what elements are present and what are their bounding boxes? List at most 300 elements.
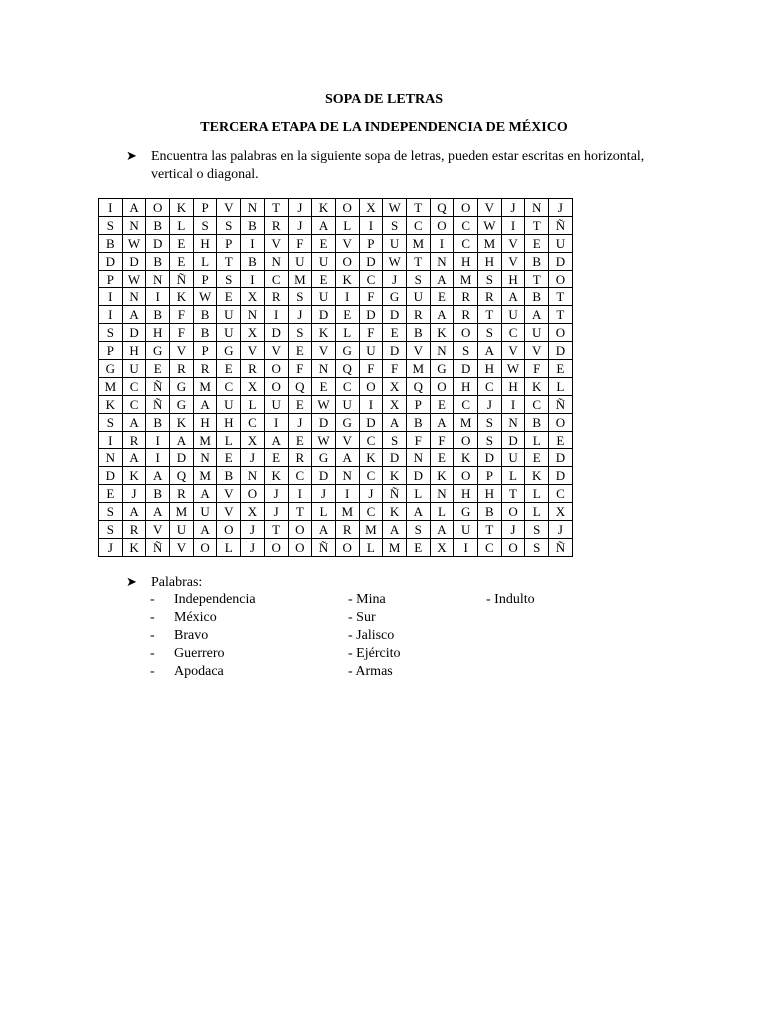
grid-cell: J <box>383 270 407 288</box>
grid-cell: H <box>217 413 241 431</box>
grid-cell: U <box>170 521 194 539</box>
grid-cell: L <box>335 324 359 342</box>
grid-cell: S <box>288 288 312 306</box>
grid-cell: Ñ <box>312 538 336 556</box>
word-item <box>150 627 256 645</box>
grid-cell: S <box>99 413 123 431</box>
grid-cell: S <box>478 324 502 342</box>
grid-cell: Ñ <box>549 538 573 556</box>
grid-cell: G <box>217 342 241 360</box>
grid-cell: S <box>525 521 549 539</box>
grid-cell: J <box>478 395 502 413</box>
grid-cell: L <box>430 503 454 521</box>
grid-row <box>99 234 573 252</box>
grid-cell: C <box>217 377 241 395</box>
grid-cell: G <box>335 342 359 360</box>
grid-cell: E <box>430 395 454 413</box>
grid-cell: R <box>264 288 288 306</box>
grid-cell: E <box>288 342 312 360</box>
grid-cell: I <box>264 413 288 431</box>
grid-cell: D <box>122 252 146 270</box>
grid-cell: M <box>406 234 430 252</box>
grid-row <box>99 467 573 485</box>
grid-cell: R <box>454 288 478 306</box>
grid-cell: E <box>525 449 549 467</box>
grid-cell: L <box>525 431 549 449</box>
grid-cell: Q <box>170 467 194 485</box>
grid-cell: V <box>146 521 170 539</box>
grid-cell: Q <box>335 360 359 378</box>
grid-cell: U <box>122 360 146 378</box>
grid-cell: X <box>430 538 454 556</box>
grid-cell: I <box>99 306 123 324</box>
grid-cell: V <box>241 342 265 360</box>
grid-cell: A <box>146 467 170 485</box>
grid-cell: F <box>359 324 383 342</box>
grid-cell: P <box>478 467 502 485</box>
grid-cell: L <box>217 538 241 556</box>
grid-cell: P <box>193 270 217 288</box>
grid-cell: R <box>170 485 194 503</box>
grid-cell: C <box>454 216 478 234</box>
grid-cell: L <box>335 216 359 234</box>
grid-cell: R <box>406 306 430 324</box>
grid-cell: Ñ <box>146 538 170 556</box>
grid-cell: A <box>264 431 288 449</box>
grid-cell: W <box>193 288 217 306</box>
grid-cell: A <box>122 306 146 324</box>
arrow-bullet-icon: ➤ <box>126 574 137 589</box>
grid-cell: R <box>241 360 265 378</box>
word-label: Independencia <box>174 592 256 607</box>
dash-marker: - <box>348 628 353 643</box>
grid-cell: T <box>549 288 573 306</box>
grid-cell: U <box>335 395 359 413</box>
grid-cell: G <box>383 288 407 306</box>
grid-row <box>99 485 573 503</box>
grid-cell: N <box>146 270 170 288</box>
grid-cell: T <box>406 199 430 217</box>
grid-cell: A <box>383 521 407 539</box>
grid-cell: S <box>288 324 312 342</box>
grid-cell: Ñ <box>383 485 407 503</box>
dash-marker: - <box>348 646 353 661</box>
grid-cell: U <box>525 324 549 342</box>
grid-cell: N <box>335 467 359 485</box>
grid-cell: N <box>264 252 288 270</box>
word-list-column-1 <box>150 591 256 681</box>
grid-cell: S <box>217 270 241 288</box>
grid-cell: J <box>264 485 288 503</box>
grid-cell: J <box>264 503 288 521</box>
grid-cell: H <box>454 485 478 503</box>
grid-cell: M <box>193 467 217 485</box>
grid-cell: F <box>170 324 194 342</box>
grid-cell: B <box>146 252 170 270</box>
instruction-text: Encuentra las palabras en la siguiente sopa de letras, pueden estar escritas en horizontal, vertical o diagonal. <box>151 149 645 182</box>
grid-cell: O <box>335 199 359 217</box>
grid-cell: M <box>193 431 217 449</box>
grid-cell: A <box>122 503 146 521</box>
grid-cell: I <box>501 216 525 234</box>
grid-cell: Q <box>430 199 454 217</box>
grid-cell: T <box>478 521 502 539</box>
grid-cell: H <box>454 377 478 395</box>
grid-cell: G <box>454 503 478 521</box>
grid-cell: I <box>146 431 170 449</box>
grid-cell: V <box>170 342 194 360</box>
grid-row <box>99 431 573 449</box>
grid-cell: W <box>312 395 336 413</box>
grid-cell: M <box>170 503 194 521</box>
grid-cell: V <box>335 234 359 252</box>
grid-cell: M <box>359 521 383 539</box>
grid-cell: L <box>501 467 525 485</box>
grid-cell: H <box>501 377 525 395</box>
grid-cell: D <box>549 252 573 270</box>
grid-cell: I <box>359 395 383 413</box>
grid-cell: T <box>525 270 549 288</box>
grid-cell: O <box>264 377 288 395</box>
grid-row <box>99 413 573 431</box>
grid-cell: T <box>264 199 288 217</box>
grid-cell: D <box>549 449 573 467</box>
grid-cell: U <box>217 324 241 342</box>
grid-cell: J <box>288 216 312 234</box>
word-label: Bravo <box>174 628 209 643</box>
grid-cell: N <box>241 306 265 324</box>
grid-cell: E <box>288 395 312 413</box>
grid-cell: L <box>193 252 217 270</box>
grid-cell: W <box>383 199 407 217</box>
grid-cell: G <box>430 360 454 378</box>
grid-cell: H <box>454 252 478 270</box>
grid-cell: U <box>217 395 241 413</box>
grid-cell: I <box>454 538 478 556</box>
grid-cell: V <box>264 234 288 252</box>
grid-cell: X <box>241 377 265 395</box>
grid-cell: L <box>217 431 241 449</box>
grid-cell: E <box>264 449 288 467</box>
grid-cell: O <box>501 538 525 556</box>
grid-row <box>99 342 573 360</box>
grid-cell: I <box>241 234 265 252</box>
grid-cell: A <box>478 342 502 360</box>
grid-cell: D <box>99 252 123 270</box>
grid-cell: O <box>335 538 359 556</box>
grid-cell: O <box>288 538 312 556</box>
grid-cell: S <box>478 431 502 449</box>
word-item <box>348 627 400 645</box>
grid-cell: J <box>501 521 525 539</box>
grid-cell: I <box>288 485 312 503</box>
grid-cell: J <box>288 199 312 217</box>
grid-cell: N <box>430 342 454 360</box>
grid-cell: S <box>383 431 407 449</box>
grid-cell: B <box>525 252 549 270</box>
grid-cell: V <box>501 252 525 270</box>
grid-cell: E <box>430 449 454 467</box>
grid-cell: E <box>312 270 336 288</box>
grid-cell: Q <box>406 377 430 395</box>
grid-cell: A <box>335 449 359 467</box>
grid-cell: D <box>264 324 288 342</box>
grid-cell: W <box>122 234 146 252</box>
grid-row <box>99 360 573 378</box>
grid-cell: V <box>264 342 288 360</box>
grid-cell: D <box>549 342 573 360</box>
grid-cell: L <box>312 503 336 521</box>
grid-cell: R <box>335 521 359 539</box>
grid-cell: W <box>501 360 525 378</box>
grid-cell: O <box>241 485 265 503</box>
grid-cell: D <box>383 342 407 360</box>
grid-cell: C <box>359 431 383 449</box>
grid-cell: E <box>146 360 170 378</box>
grid-cell: N <box>241 467 265 485</box>
grid-cell: C <box>122 377 146 395</box>
grid-cell: O <box>217 521 241 539</box>
grid-cell: L <box>525 503 549 521</box>
grid-cell: R <box>478 288 502 306</box>
grid-cell: O <box>454 199 478 217</box>
grid-cell: D <box>383 306 407 324</box>
grid-cell: D <box>312 467 336 485</box>
grid-cell: B <box>193 324 217 342</box>
grid-cell: S <box>99 324 123 342</box>
grid-cell: E <box>170 234 194 252</box>
grid-cell: W <box>478 216 502 234</box>
grid-cell: B <box>146 485 170 503</box>
grid-cell: J <box>122 485 146 503</box>
grid-cell: I <box>146 449 170 467</box>
grid-cell: K <box>170 199 194 217</box>
grid-cell: U <box>312 252 336 270</box>
grid-cell: U <box>359 342 383 360</box>
grid-cell: O <box>549 270 573 288</box>
grid-cell: S <box>406 521 430 539</box>
grid-cell: R <box>264 216 288 234</box>
page-title: SOPA DE LETRAS <box>325 92 443 107</box>
grid-cell: U <box>406 288 430 306</box>
grid-cell: E <box>383 324 407 342</box>
word-list-column-2 <box>348 591 400 681</box>
dash-marker: - <box>150 646 155 661</box>
grid-cell: V <box>525 342 549 360</box>
grid-cell: L <box>406 485 430 503</box>
grid-cell: C <box>454 234 478 252</box>
grid-cell: J <box>288 306 312 324</box>
grid-cell: J <box>99 538 123 556</box>
grid-cell: A <box>122 449 146 467</box>
grid-cell: K <box>170 288 194 306</box>
grid-cell: C <box>359 467 383 485</box>
grid-cell: I <box>335 288 359 306</box>
grid-cell: T <box>217 252 241 270</box>
grid-cell: R <box>288 449 312 467</box>
grid-cell: C <box>359 270 383 288</box>
grid-cell: I <box>99 431 123 449</box>
grid-cell: C <box>478 538 502 556</box>
dash-marker: - <box>348 664 353 679</box>
grid-cell: A <box>430 521 454 539</box>
grid-cell: S <box>99 503 123 521</box>
grid-cell: O <box>549 324 573 342</box>
grid-cell: O <box>549 413 573 431</box>
grid-row <box>99 538 573 556</box>
grid-cell: G <box>170 377 194 395</box>
grid-cell: D <box>170 449 194 467</box>
grid-row <box>99 199 573 217</box>
grid-cell: O <box>146 199 170 217</box>
grid-cell: P <box>193 342 217 360</box>
grid-cell: B <box>99 234 123 252</box>
grid-cell: E <box>430 288 454 306</box>
grid-cell: V <box>217 485 241 503</box>
grid-cell: Q <box>288 377 312 395</box>
grid-cell: C <box>122 395 146 413</box>
word-label: Armas <box>355 664 393 679</box>
grid-cell: A <box>122 413 146 431</box>
grid-cell: J <box>359 485 383 503</box>
grid-cell: V <box>335 431 359 449</box>
grid-cell: S <box>525 538 549 556</box>
grid-row <box>99 324 573 342</box>
grid-cell: S <box>193 216 217 234</box>
grid-cell: I <box>99 199 123 217</box>
grid-cell: F <box>525 360 549 378</box>
grid-row <box>99 288 573 306</box>
grid-cell: M <box>454 270 478 288</box>
grid-cell: W <box>312 431 336 449</box>
grid-cell: K <box>430 324 454 342</box>
grid-cell: V <box>501 234 525 252</box>
grid-cell: J <box>549 521 573 539</box>
grid-cell: I <box>99 288 123 306</box>
grid-cell: D <box>359 306 383 324</box>
grid-cell: D <box>383 449 407 467</box>
grid-cell: O <box>454 324 478 342</box>
grid-cell: Ñ <box>549 216 573 234</box>
grid-cell: K <box>99 395 123 413</box>
grid-cell: B <box>241 252 265 270</box>
grid-cell: T <box>549 306 573 324</box>
dash-marker: - <box>150 610 155 625</box>
grid-cell: O <box>501 503 525 521</box>
grid-cell: S <box>217 216 241 234</box>
grid-cell: Ñ <box>146 395 170 413</box>
grid-cell: O <box>454 431 478 449</box>
grid-cell: X <box>549 503 573 521</box>
word-label: Jalisco <box>356 628 395 643</box>
grid-cell: W <box>122 270 146 288</box>
grid-cell: B <box>217 467 241 485</box>
grid-cell: C <box>406 216 430 234</box>
grid-cell: S <box>406 270 430 288</box>
grid-cell: J <box>288 413 312 431</box>
grid-cell: X <box>241 324 265 342</box>
dash-marker: - <box>348 610 353 625</box>
grid-cell: F <box>359 360 383 378</box>
grid-cell: D <box>312 413 336 431</box>
grid-cell: H <box>146 324 170 342</box>
grid-cell: H <box>478 252 502 270</box>
grid-cell: G <box>170 395 194 413</box>
grid-cell: Ñ <box>146 377 170 395</box>
grid-cell: H <box>501 270 525 288</box>
grid-cell: V <box>406 342 430 360</box>
grid-cell: E <box>312 377 336 395</box>
grid-row <box>99 503 573 521</box>
grid-cell: F <box>288 360 312 378</box>
grid-cell: N <box>525 199 549 217</box>
grid-cell: M <box>454 413 478 431</box>
grid-cell: T <box>406 252 430 270</box>
grid-row <box>99 521 573 539</box>
grid-cell: F <box>406 431 430 449</box>
grid-cell: C <box>454 395 478 413</box>
grid-cell: A <box>312 521 336 539</box>
grid-cell: O <box>335 252 359 270</box>
grid-cell: E <box>99 485 123 503</box>
grid-row <box>99 395 573 413</box>
grid-cell: U <box>501 449 525 467</box>
grid-cell: E <box>217 360 241 378</box>
grid-cell: P <box>99 342 123 360</box>
grid-cell: O <box>264 360 288 378</box>
grid-cell: H <box>193 413 217 431</box>
grid-cell: G <box>312 449 336 467</box>
grid-cell: M <box>288 270 312 288</box>
grid-cell: H <box>478 485 502 503</box>
grid-cell: Ñ <box>549 395 573 413</box>
word-item <box>348 645 400 663</box>
grid-row <box>99 306 573 324</box>
grid-cell: U <box>549 234 573 252</box>
arrow-bullet-icon: ➤ <box>126 148 137 163</box>
grid-cell: J <box>241 521 265 539</box>
grid-cell: F <box>288 234 312 252</box>
grid-cell: C <box>478 377 502 395</box>
grid-cell: E <box>288 431 312 449</box>
grid-cell: D <box>454 360 478 378</box>
grid-cell: P <box>217 234 241 252</box>
grid-cell: F <box>170 306 194 324</box>
grid-cell: E <box>217 449 241 467</box>
grid-cell: N <box>99 449 123 467</box>
grid-cell: A <box>406 503 430 521</box>
grid-cell: T <box>478 306 502 324</box>
words-label: Palabras: <box>151 575 203 590</box>
word-item <box>150 663 256 681</box>
grid-cell: S <box>478 270 502 288</box>
grid-row <box>99 216 573 234</box>
word-item <box>150 645 256 663</box>
grid-cell: M <box>335 503 359 521</box>
grid-cell: A <box>122 199 146 217</box>
grid-cell: A <box>170 431 194 449</box>
grid-cell: A <box>430 306 454 324</box>
grid-cell: M <box>406 360 430 378</box>
grid-cell: U <box>501 306 525 324</box>
word-item <box>348 663 400 681</box>
grid-cell: O <box>454 467 478 485</box>
grid-cell: S <box>99 521 123 539</box>
grid-cell: K <box>312 199 336 217</box>
grid-cell: K <box>264 467 288 485</box>
grid-cell: U <box>288 252 312 270</box>
grid-cell: K <box>430 467 454 485</box>
